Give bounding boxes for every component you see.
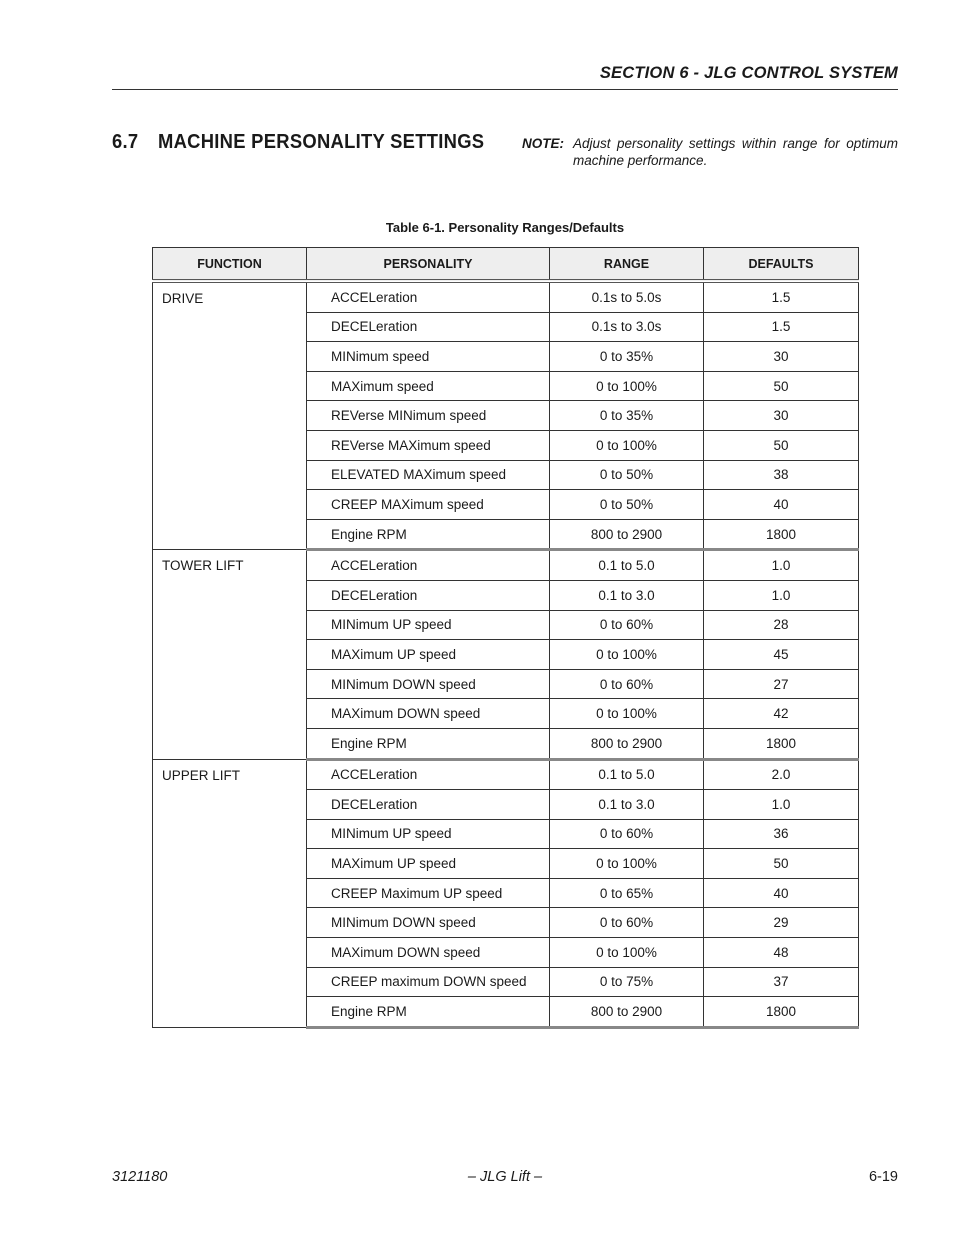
personality-cell: DECELeration: [307, 312, 550, 342]
range-cell: 0 to 100%: [550, 640, 704, 670]
personality-cell: MINimum speed: [307, 342, 550, 372]
default-cell: 1800: [704, 728, 859, 759]
range-cell: 0 to 50%: [550, 460, 704, 490]
range-cell: 0 to 100%: [550, 849, 704, 879]
personality-cell: CREEP maximum DOWN speed: [307, 967, 550, 997]
default-cell: 50: [704, 849, 859, 879]
section-number: 6.7: [112, 131, 139, 153]
function-cell: DRIVE: [153, 281, 307, 550]
range-cell: 0 to 60%: [550, 610, 704, 640]
section-header: SECTION 6 - JLG CONTROL SYSTEM: [599, 64, 898, 82]
range-cell: 0 to 100%: [550, 430, 704, 460]
range-cell: 0.1 to 3.0: [550, 580, 704, 610]
table-row: [153, 550, 859, 581]
default-cell: 50: [704, 371, 859, 401]
default-cell: 50: [704, 430, 859, 460]
range-cell: 0 to 60%: [550, 908, 704, 938]
column-header-range: RANGE: [550, 248, 704, 282]
range-cell: 800 to 2900: [550, 997, 704, 1028]
range-cell: 0.1s to 3.0s: [550, 312, 704, 342]
personality-cell: CREEP Maximum UP speed: [307, 878, 550, 908]
personality-cell: MINimum DOWN speed: [307, 908, 550, 938]
personality-cell: MAXimum UP speed: [307, 849, 550, 879]
personality-cell: MAXimum DOWN speed: [307, 699, 550, 729]
note-block: [522, 135, 898, 169]
default-cell: 40: [704, 490, 859, 520]
range-cell: 0 to 35%: [550, 342, 704, 372]
personality-cell: CREEP MAXimum speed: [307, 490, 550, 520]
personality-cell: Engine RPM: [307, 997, 550, 1028]
personality-cell: ACCELeration: [307, 759, 550, 790]
default-cell: 27: [704, 669, 859, 699]
default-cell: 36: [704, 819, 859, 849]
range-cell: 0.1 to 5.0: [550, 759, 704, 790]
footer-doc-number: 3121180: [112, 1169, 168, 1185]
column-header-function: FUNCTION: [153, 248, 307, 282]
note-text: Adjust personality settings within range for optimum machine performance.: [573, 136, 898, 168]
personality-cell: MINimum UP speed: [307, 610, 550, 640]
default-cell: 37: [704, 967, 859, 997]
function-cell: TOWER LIFT: [153, 550, 307, 759]
range-cell: 0 to 65%: [550, 878, 704, 908]
default-cell: 38: [704, 460, 859, 490]
default-cell: 1.5: [704, 281, 859, 312]
personality-cell: ACCELeration: [307, 281, 550, 312]
range-cell: 0.1 to 5.0: [550, 550, 704, 581]
default-cell: 48: [704, 938, 859, 968]
table-body: [153, 281, 859, 1027]
function-cell: UPPER LIFT: [153, 759, 307, 1027]
personality-cell: DECELeration: [307, 580, 550, 610]
range-cell: 0 to 100%: [550, 699, 704, 729]
footer-page-number: 6-19: [868, 1169, 898, 1185]
personality-cell: MAXimum speed: [307, 371, 550, 401]
table-row: [153, 281, 859, 312]
default-cell: 40: [704, 878, 859, 908]
default-cell: 42: [704, 699, 859, 729]
default-cell: 1800: [704, 519, 859, 550]
range-cell: 0 to 50%: [550, 490, 704, 520]
section-heading: [112, 131, 484, 154]
footer-title: – JLG Lift –: [467, 1169, 543, 1185]
personality-cell: MINimum DOWN speed: [307, 669, 550, 699]
range-cell: 0.1s to 5.0s: [550, 281, 704, 312]
table-row: [153, 759, 859, 790]
default-cell: 1.0: [704, 550, 859, 581]
note-label: NOTE:: [522, 136, 564, 151]
personality-cell: Engine RPM: [307, 728, 550, 759]
default-cell: 30: [704, 342, 859, 372]
range-cell: 800 to 2900: [550, 519, 704, 550]
personality-cell: REVerse MINimum speed: [307, 401, 550, 431]
range-cell: 0 to 35%: [550, 401, 704, 431]
range-cell: 800 to 2900: [550, 728, 704, 759]
personality-cell: ELEVATED MAXimum speed: [307, 460, 550, 490]
table-caption: Table 6-1. Personality Ranges/Defaults: [385, 220, 625, 235]
default-cell: 29: [704, 908, 859, 938]
range-cell: 0 to 100%: [550, 371, 704, 401]
column-header-personality: PERSONALITY: [307, 248, 550, 282]
personality-cell: MAXimum UP speed: [307, 640, 550, 670]
header-divider: [112, 89, 898, 90]
personality-table-wrapper: [152, 247, 859, 1029]
default-cell: 1800: [704, 997, 859, 1028]
personality-table: [152, 247, 859, 1029]
personality-cell: DECELeration: [307, 790, 550, 820]
default-cell: 45: [704, 640, 859, 670]
default-cell: 1.5: [704, 312, 859, 342]
column-header-defaults: DEFAULTS: [704, 248, 859, 282]
section-title: MACHINE PERSONALITY SETTINGS: [158, 131, 485, 153]
range-cell: 0 to 75%: [550, 967, 704, 997]
table-header-row: [153, 248, 859, 282]
default-cell: 30: [704, 401, 859, 431]
default-cell: 2.0: [704, 759, 859, 790]
personality-cell: MINimum UP speed: [307, 819, 550, 849]
personality-cell: REVerse MAXimum speed: [307, 430, 550, 460]
range-cell: 0 to 100%: [550, 938, 704, 968]
range-cell: 0 to 60%: [550, 819, 704, 849]
range-cell: 0.1 to 3.0: [550, 790, 704, 820]
default-cell: 1.0: [704, 580, 859, 610]
range-cell: 0 to 60%: [550, 669, 704, 699]
default-cell: 28: [704, 610, 859, 640]
default-cell: 1.0: [704, 790, 859, 820]
personality-cell: MAXimum DOWN speed: [307, 938, 550, 968]
personality-cell: Engine RPM: [307, 519, 550, 550]
personality-cell: ACCELeration: [307, 550, 550, 581]
